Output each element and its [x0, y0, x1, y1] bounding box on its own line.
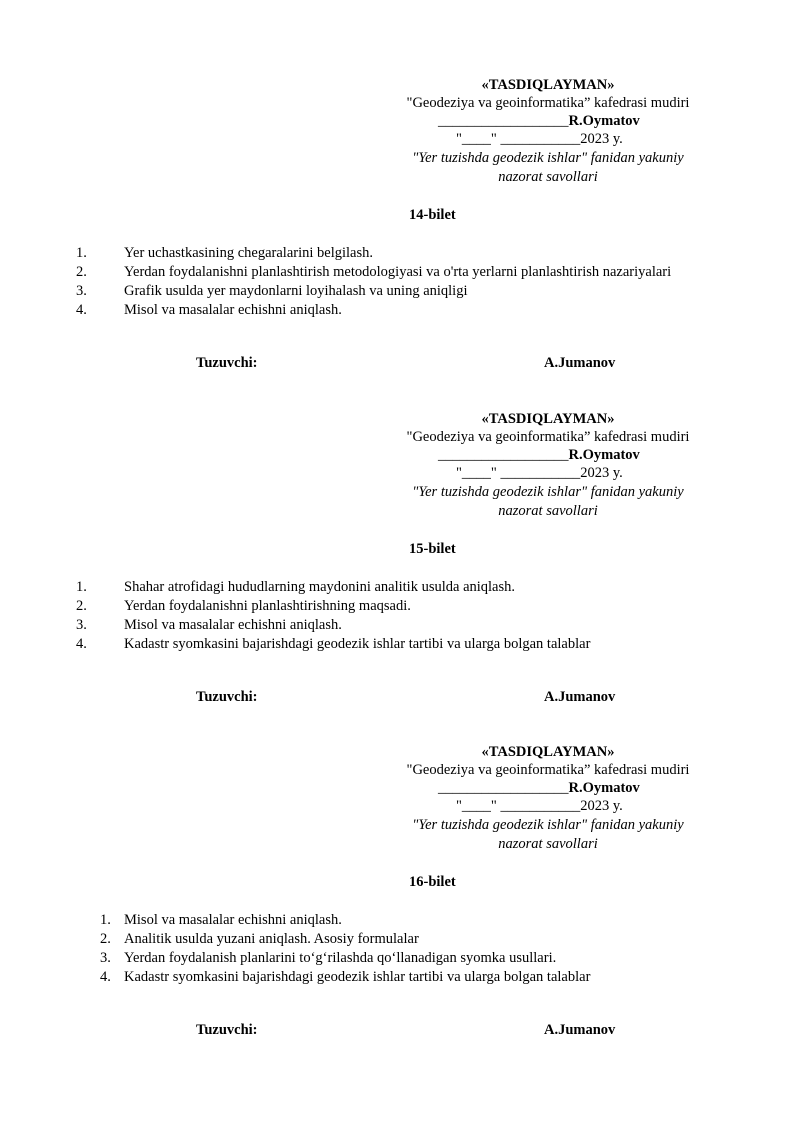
signer-name: R.Oymatov	[568, 447, 640, 463]
question-text: Grafik usulda yer maydonlarni loyihalash va uning aniqligi	[124, 283, 468, 299]
question-list	[0, 244, 800, 320]
course-title-line1: "Yer tuzishda geodezik ishlar" fanidan yakuniy	[412, 150, 684, 166]
question-number: 2.	[100, 931, 111, 947]
course-title-line1: "Yer tuzishda geodezik ishlar" fanidan yakuniy	[412, 817, 684, 833]
question-text: Yerdan foydalanishni planlashtirishning maqsadi.	[124, 598, 411, 614]
question-item	[0, 263, 800, 282]
course-title-line1: "Yer tuzishda geodezik ishlar" fanidan yakuniy	[412, 484, 684, 500]
compiler-label: Tuzuvchi:	[196, 689, 258, 705]
question-text: Yer uchastkasining chegaralarini belgilash.	[124, 245, 373, 261]
department-head-line: "Geodeziya va geoinformatika” kafedrasi mudiri	[406, 762, 690, 778]
question-text: Analitik usulda yuzani aniqlash. Asosiy formulalar	[124, 931, 419, 947]
signature-block	[438, 779, 640, 797]
question-text: Misol va masalalar echishni aniqlash.	[124, 617, 342, 633]
exam-ticket-14	[0, 76, 800, 406]
signature-block	[438, 446, 640, 464]
exam-ticket-16	[0, 743, 800, 1073]
signature-block	[438, 112, 640, 130]
signature-line: __________________	[438, 447, 569, 463]
approval-heading: «TASDIQLAYMAN»	[481, 744, 615, 760]
question-number: 2.	[76, 598, 87, 614]
department-head-line: "Geodeziya va geoinformatika” kafedrasi mudiri	[406, 95, 690, 111]
question-number: 1.	[76, 579, 87, 595]
question-item	[0, 635, 800, 654]
question-text: Misol va masalalar echishni aniqlash.	[124, 302, 342, 318]
approval-heading: «TASDIQLAYMAN»	[481, 77, 615, 93]
compiler-name: A.Jumanov	[544, 689, 616, 705]
question-number: 1.	[76, 245, 87, 261]
question-item	[0, 282, 800, 301]
compiler-name: A.Jumanov	[544, 355, 616, 371]
date-line: "____" ___________2023 y.	[456, 131, 623, 147]
course-title-line2: nazorat savollari	[498, 503, 598, 519]
question-text: Misol va masalalar echishni aniqlash.	[124, 912, 342, 928]
signature-line: __________________	[438, 113, 569, 129]
question-item	[0, 930, 800, 949]
question-number: 3.	[76, 283, 87, 299]
signer-name: R.Oymatov	[568, 780, 640, 796]
question-number: 4.	[76, 636, 87, 652]
question-number: 4.	[100, 969, 111, 985]
question-text: Yerdan foydalanish planlarini to‘g‘rilashda qo‘llanadigan syomka usullari.	[124, 950, 557, 966]
question-item	[0, 949, 800, 968]
ticket-number: 16-bilet	[409, 874, 456, 890]
question-item	[0, 968, 800, 987]
question-number: 3.	[100, 950, 111, 966]
question-item	[0, 578, 800, 597]
question-item	[0, 244, 800, 263]
ticket-number: 15-bilet	[409, 541, 456, 557]
question-item	[0, 597, 800, 616]
compiler-label: Tuzuvchi:	[196, 355, 258, 371]
compiler-label: Tuzuvchi:	[196, 1022, 258, 1038]
compiler-name: A.Jumanov	[544, 1022, 616, 1038]
question-list	[0, 578, 800, 654]
approval-heading: «TASDIQLAYMAN»	[481, 411, 615, 427]
department-head-line: "Geodeziya va geoinformatika” kafedrasi mudiri	[406, 429, 690, 445]
signer-name: R.Oymatov	[568, 113, 640, 129]
course-title-line2: nazorat savollari	[498, 169, 598, 185]
question-item	[0, 301, 800, 320]
question-text: Yerdan foydalanishni planlashtirish metodologiyasi va o'rta yerlarni planlashtirish nazariyalari	[124, 264, 672, 280]
question-item	[0, 616, 800, 635]
question-text: Shahar atrofidagi hududlarning maydonini analitik usulda aniqlash.	[124, 579, 516, 595]
exam-ticket-15	[0, 410, 800, 740]
question-number: 1.	[100, 912, 111, 928]
question-number: 4.	[76, 302, 87, 318]
signature-line: __________________	[438, 780, 569, 796]
question-item	[0, 911, 800, 930]
question-number: 3.	[76, 617, 87, 633]
question-text: Kadastr syomkasini bajarishdagi geodezik ishlar tartibi va ularga bolgan talablar	[124, 636, 591, 652]
date-line: "____" ___________2023 y.	[456, 798, 623, 814]
question-list	[0, 911, 800, 987]
date-line: "____" ___________2023 y.	[456, 465, 623, 481]
ticket-number: 14-bilet	[409, 207, 456, 223]
question-number: 2.	[76, 264, 87, 280]
course-title-line2: nazorat savollari	[498, 836, 598, 852]
question-text: Kadastr syomkasini bajarishdagi geodezik ishlar tartibi va ularga bolgan talablar	[124, 969, 591, 985]
